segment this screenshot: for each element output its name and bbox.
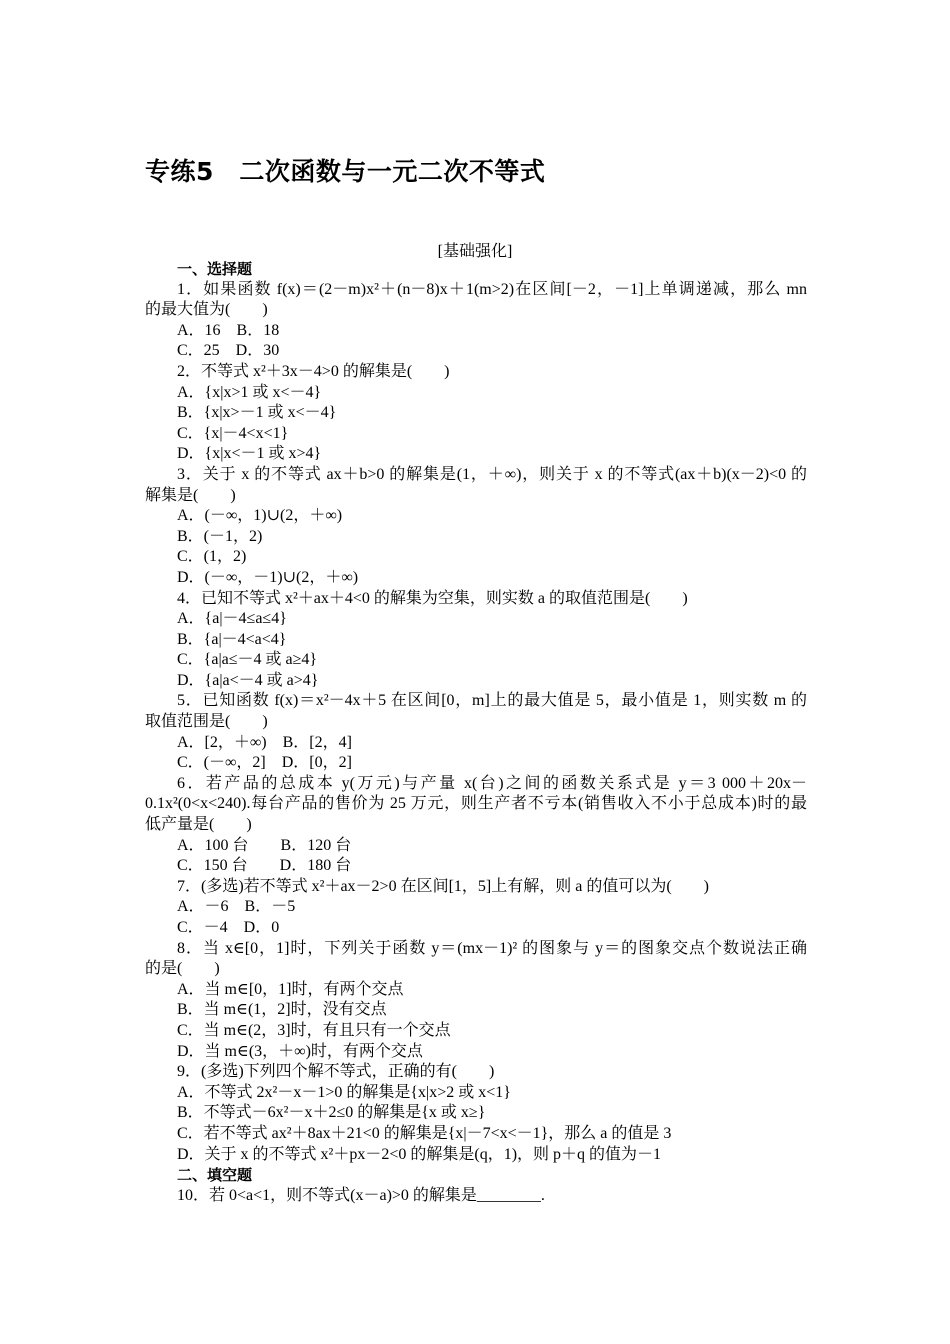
text-line: C．{a|a≤－4 或 a≥4} bbox=[177, 651, 318, 669]
text-line: A．当 m∈[0，1]时，有两个交点 bbox=[177, 980, 404, 998]
text-line: C．(－∞，2] D．[0，2] bbox=[177, 754, 352, 772]
section-heading: 二、填空题 bbox=[177, 1166, 253, 1185]
text-line: A．[2，＋∞) B．[2，4] bbox=[177, 733, 352, 751]
text-line: C．25 D．30 bbox=[177, 342, 280, 360]
page-title: 专练5 二次函数与一元二次不等式 bbox=[145, 157, 546, 186]
text-line: 4．已知不等式 x²＋ax＋4<0 的解集为空集，则实数 a 的取值范围是( ) bbox=[177, 589, 688, 607]
text-line: 的是( ) bbox=[145, 960, 220, 978]
text-line: 5．已知函数 f(x)＝x²－4x＋5 在区间[0，m]上的最大值是 5，最小值是 1，则实数 m 的 bbox=[177, 692, 807, 710]
text-line: 6．若产品的总成本 y(万元)与产量 x(台)之间的函数关系式是 y＝3 000＋20x－ bbox=[177, 774, 807, 792]
text-line: A．{x|x>1 或 x<－4} bbox=[177, 383, 322, 401]
text-line: C．{x|－4<x<1} bbox=[177, 424, 289, 442]
text-line: C．150 台 D．180 台 bbox=[177, 857, 352, 875]
text-line: 1．如果函数 f(x)＝(2－m)x²＋(n－8)x＋1(m>2)在区间[－2，－1]上单调递减，那么 mn bbox=[177, 280, 807, 298]
text-line: D．当 m∈(3，＋∞)时，有两个交点 bbox=[177, 1042, 423, 1060]
text-line: 10．若 0<a<1，则不等式(x－a)>0 的解集是________. bbox=[177, 1186, 545, 1204]
document-body bbox=[145, 259, 807, 1206]
text-line: A．不等式 2x²－x－1>0 的解集是{x|x>2 或 x<1} bbox=[177, 1083, 511, 1101]
section-tag: [基础强化] bbox=[437, 243, 513, 260]
text-line: D．{x|x<－1 或 x>4} bbox=[177, 445, 322, 463]
text-line: A．{a|－4≤a≤4} bbox=[177, 610, 287, 628]
text-line: 2．不等式 x²＋3x－4>0 的解集是( ) bbox=[177, 362, 450, 380]
text-line: C．若不等式 ax²＋8ax＋21<0 的解集是{x|－7<x<－1}，那么 a 的值是 3 bbox=[177, 1124, 672, 1142]
text-line: 0.1x²(0<x<240).每台产品的售价为 25 万元，则生产者不亏本(销售收入不小于总成本)时的最 bbox=[145, 795, 807, 813]
text-line: 解集是( ) bbox=[145, 486, 236, 504]
text-line: D．(－∞，－1)∪(2，＋∞) bbox=[177, 568, 359, 586]
text-line: C．－4 D．0 bbox=[177, 919, 280, 936]
text-line: B．不等式－6x²－x＋2≤0 的解集是{x 或 x≥} bbox=[177, 1104, 486, 1122]
text-line: C．(1，2) bbox=[177, 548, 247, 566]
text-line: A．16 B．18 bbox=[177, 321, 280, 339]
text-line: 8．当 x∈[0，1]时，下列关于函数 y＝(mx－1)² 的图象与 y＝的图象交点个数说法正确 bbox=[177, 939, 807, 957]
text-line: 3．关于 x 的不等式 ax＋b>0 的解集是(1，＋∞)，则关于 x 的不等式(ax＋b)(x－2)<0 的 bbox=[177, 465, 807, 483]
text-line: 取值范围是( ) bbox=[145, 713, 268, 731]
text-line: 9．(多选)下列四个解不等式，正确的有( ) bbox=[177, 1063, 495, 1081]
text-line: A．－6 B．－5 bbox=[177, 898, 296, 916]
text-line: B．{x|x>－1 或 x<－4} bbox=[177, 404, 337, 422]
text-line: B．(－1，2) bbox=[177, 527, 263, 545]
text-line: 低产量是( ) bbox=[145, 816, 252, 834]
text-line: 的最大值为( ) bbox=[145, 301, 268, 319]
section-heading: 一、选择题 bbox=[177, 260, 253, 278]
text-line: B．{a|－4<a<4} bbox=[177, 630, 287, 648]
text-line: 7．(多选)若不等式 x²＋ax－2>0 在区间[1，5]上有解，则 a 的值可以为( ) bbox=[177, 877, 709, 895]
text-line: B．当 m∈(1，2]时，没有交点 bbox=[177, 1001, 387, 1019]
text-line: D．关于 x 的不等式 x²＋px－2<0 的解集是(q，1)，则 p＋q 的值为－1 bbox=[177, 1145, 662, 1163]
text-line: A．100 台 B．120 台 bbox=[177, 836, 352, 854]
text-line: D．{a|a<－4 或 a>4} bbox=[177, 671, 319, 689]
text-line: C．当 m∈(2，3]时，有且只有一个交点 bbox=[177, 1021, 451, 1039]
text-line: A．(－∞，1)∪(2，＋∞) bbox=[177, 507, 343, 525]
